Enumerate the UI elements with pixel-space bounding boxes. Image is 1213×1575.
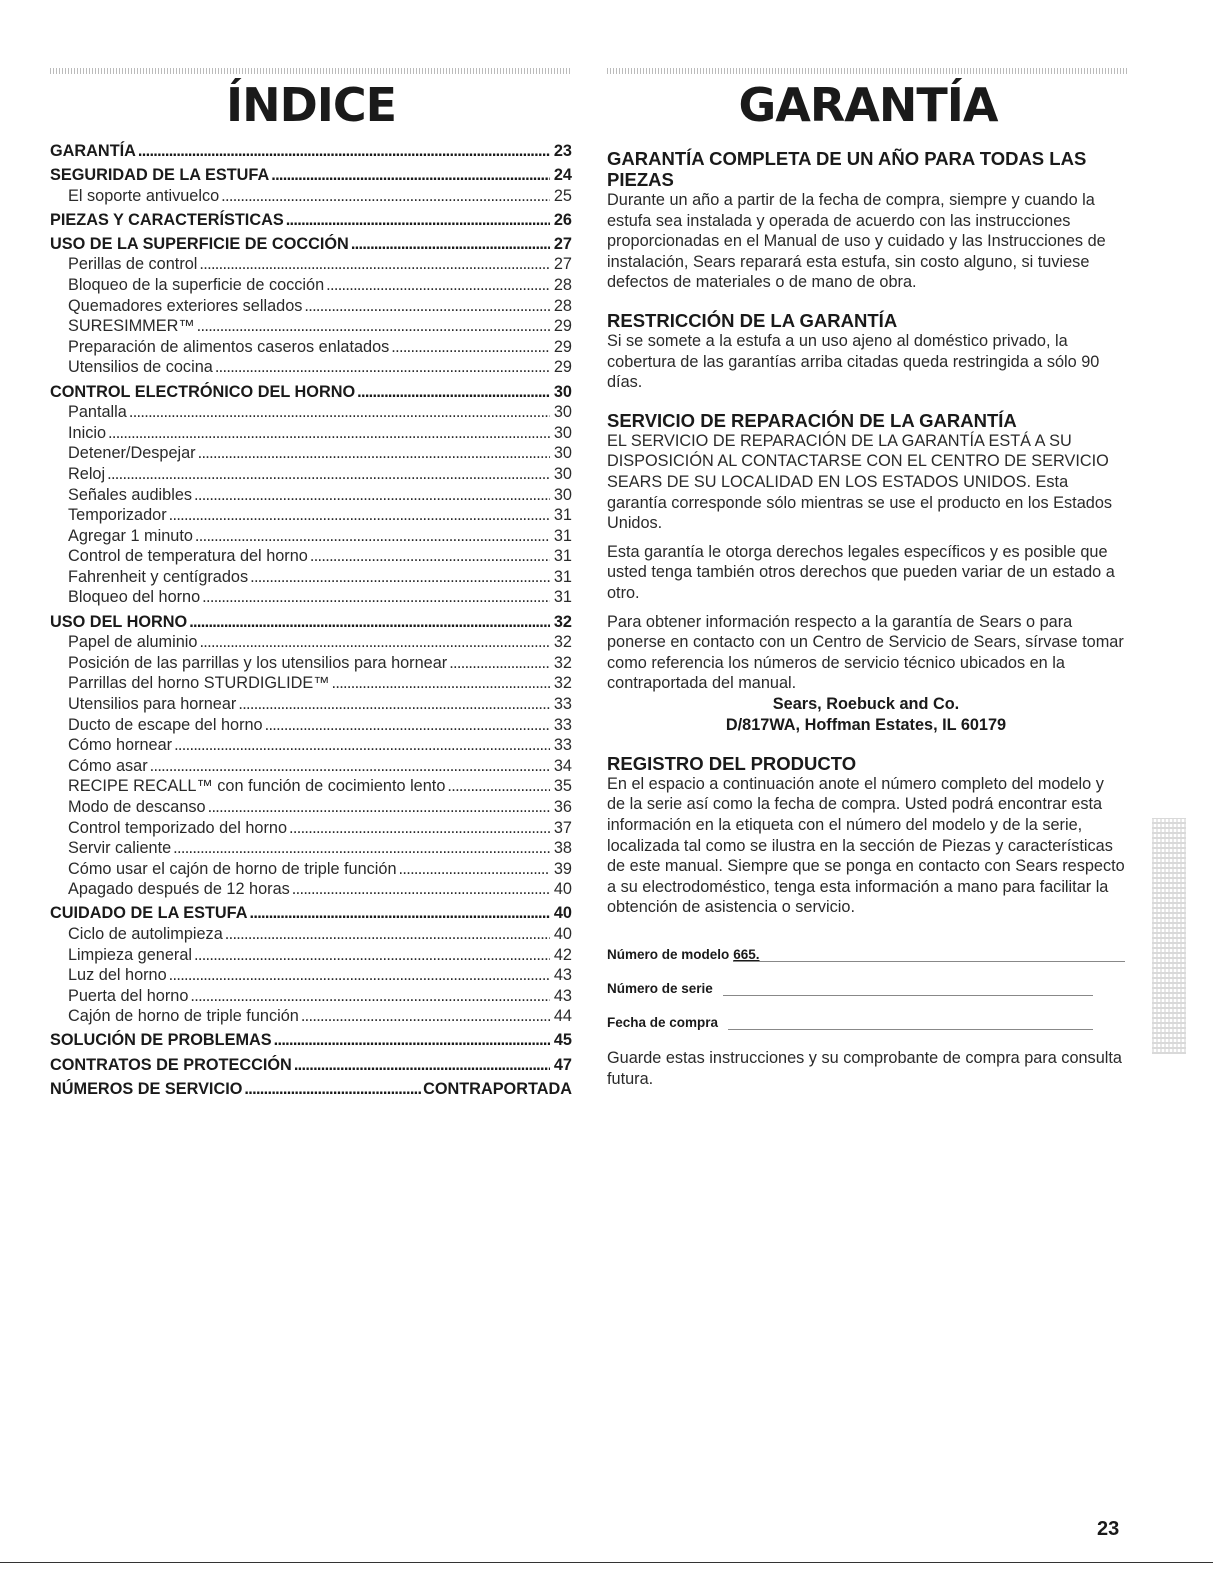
toc-section-row[interactable] <box>50 1030 572 1051</box>
toc-page-number: 31 <box>553 547 572 566</box>
toc-label: Bloqueo de la superficie de cocción <box>68 276 325 295</box>
toc-leader-dots <box>357 382 550 403</box>
toc-leader-dots <box>310 546 550 567</box>
toc-leader-dots <box>449 653 550 674</box>
registry-text: En el espacio a continuación anote el número completo del modelo y de la serie así como la fecha de compra. Usted podrá encontrar esta información en la etiqueta con el número del modelo y de la serie, localizada tal como se ilustra en la sección de Piezas y características de este manual. Siempre que se ponga en contacto con Sears respecto a su electrodoméstico, tenga esta información a mano para facilitar la obtención de asistencia o servicio. <box>607 774 1125 917</box>
toc-label: GARANTÍA <box>50 142 136 160</box>
toc-label: Bloqueo del horno <box>68 588 201 607</box>
toc-page-number: 32 <box>553 612 572 631</box>
toc-page-number: 36 <box>553 797 572 816</box>
toc-page-number: 33 <box>553 694 572 713</box>
toc-label: CUIDADO DE LA ESTUFA <box>50 904 248 923</box>
toc-label: CONTROL ELECTRÓNICO DEL HORNO <box>50 382 356 401</box>
toc-page-number: 25 <box>553 186 572 205</box>
toc-page-number: 30 <box>553 382 572 401</box>
toc-leader-dots <box>289 818 550 839</box>
toc-entry-row[interactable] <box>50 337 572 358</box>
toc-entry-row[interactable] <box>50 756 572 777</box>
toc-entry-row[interactable] <box>50 735 572 756</box>
toc-leader-dots <box>351 234 550 255</box>
toc-section-row[interactable] <box>50 234 572 255</box>
toc-leader-dots <box>199 254 550 275</box>
toc-leader-dots <box>108 423 550 444</box>
toc-entry-row[interactable] <box>50 653 572 674</box>
toc-entry-row[interactable] <box>50 485 572 506</box>
toc-label: Luz del horno <box>68 966 167 985</box>
toc-leader-dots <box>292 879 550 900</box>
purchase-date-field[interactable] <box>607 1008 1093 1030</box>
toc-entry-row[interactable] <box>50 715 572 736</box>
toc-page-number: 30 <box>553 464 572 483</box>
toc-leader-dots <box>221 186 550 207</box>
page-number: 23 <box>1097 1518 1120 1540</box>
toc-label: Utensilios para hornear <box>68 694 237 713</box>
toc-entry-row[interactable] <box>50 838 572 859</box>
toc-page-number: 43 <box>553 986 572 1005</box>
toc-label: USO DEL HORNO <box>50 612 188 631</box>
service-heading: SERVICIO DE REPARACIÓN DE LA GARANTÍA <box>607 409 1017 431</box>
serial-number-field[interactable] <box>607 974 1093 996</box>
address-line-1: Sears, Roebuck and Co. <box>772 694 960 713</box>
toc-page-number: 28 <box>553 276 572 295</box>
toc-entry-row[interactable] <box>50 673 572 694</box>
toc-label: RECIPE RECALL™ con función de cocimiento lento <box>68 777 446 796</box>
toc-page-number: 33 <box>553 736 572 755</box>
toc-label: Cómo hornear <box>68 736 173 755</box>
bottom-rule <box>0 1562 1213 1563</box>
toc-label: SURESIMMER™ <box>68 317 195 336</box>
toc-leader-dots <box>304 296 550 317</box>
toc-page-number: 31 <box>553 526 572 545</box>
toc-leader-dots <box>189 612 550 633</box>
toc-entry-row[interactable] <box>50 402 572 423</box>
toc-label: Señales audibles <box>68 485 193 504</box>
toc-page-number: 24 <box>553 166 572 185</box>
toc-leader-dots <box>190 986 550 1007</box>
restriction-text: Si se somete a la estufa a un uso ajeno al doméstico privado, la cobertura de las garantías arriba citadas queda restringida a sólo 90 días. <box>607 331 1100 392</box>
toc-label: Puerta del horno <box>68 986 189 1005</box>
serial-number-line[interactable] <box>723 981 1093 996</box>
toc-page-number: 38 <box>553 839 572 858</box>
toc-label: Posición de las parrillas y los utensilios para hornear <box>68 653 448 672</box>
toc-page-number: 37 <box>553 818 572 837</box>
toc-leader-dots <box>225 924 550 945</box>
toc-page-number: 27 <box>553 234 572 253</box>
toc-entry-row[interactable] <box>50 1006 572 1027</box>
toc-leader-dots <box>194 945 550 966</box>
toc-leader-dots <box>138 141 550 162</box>
toc-leader-dots <box>129 402 550 423</box>
toc-page-number: 35 <box>553 777 572 796</box>
toc-label: El soporte antivuelco <box>68 186 220 205</box>
toc-section-row[interactable] <box>50 141 572 162</box>
toc-label: CONTRATOS DE PROTECCIÓN <box>50 1055 292 1074</box>
toc-entry-row[interactable] <box>50 357 572 378</box>
toc-entry-row[interactable] <box>50 254 572 275</box>
toc-label: Servir caliente <box>68 839 172 858</box>
model-prefix: 665. <box>733 947 760 963</box>
toc-section-row[interactable] <box>50 903 572 924</box>
toc-entry-row[interactable] <box>50 859 572 880</box>
toc-leader-dots <box>301 1006 550 1027</box>
model-number-line[interactable] <box>733 947 1125 962</box>
toc-leader-dots <box>107 464 550 485</box>
toc-page-number: 31 <box>553 506 572 525</box>
toc-leader-dots <box>294 1055 550 1076</box>
toc-page-number: 31 <box>553 588 572 607</box>
warranty-column <box>607 148 1125 1089</box>
toc-entry-row[interactable] <box>50 776 572 797</box>
side-edge-mark <box>1152 818 1186 1054</box>
toc-label: Ciclo de autolimpieza <box>68 924 223 943</box>
toc-leader-dots <box>208 797 550 818</box>
restriction-heading: RESTRICCIÓN DE LA GARANTÍA <box>607 309 898 331</box>
toc-entry-row[interactable] <box>50 924 572 945</box>
toc-page-number: 43 <box>553 966 572 985</box>
toc-label: NÚMEROS DE SERVICIO <box>50 1079 243 1098</box>
toc-page-number: 30 <box>553 423 572 442</box>
toc-page-number: 33 <box>553 715 572 734</box>
full-warranty-text: Durante un año a partir de la fecha de compra, siempre y cuando la estufa sea instalada y operada de acuerdo con las instrucciones proporcionadas en el Manual de uso y cuidado y las Instrucciones de instalación, Sears reparará esta estufa, sin costo alguno, si tuviese defectos de materiales o de mano de obra. <box>607 191 1106 292</box>
toc-leader-dots <box>238 694 550 715</box>
toc-page-number: 23 <box>553 142 572 160</box>
service-text-3: Para obtener información respecto a la garantía de Sears o para ponerse en contacto con un Centro de Servicio de Sears, sírvase tomar como referencia los números de servicio técnico ubicados en la contraportada del manual. <box>607 612 1124 693</box>
left-top-rule <box>50 68 572 74</box>
toc-leader-dots <box>174 735 550 756</box>
toc-page-number: 28 <box>553 296 572 315</box>
toc-label: Perillas de control <box>68 255 198 274</box>
right-top-rule <box>607 68 1129 74</box>
toc-label: Limpieza general <box>68 945 192 964</box>
toc-page-number: 40 <box>553 904 572 923</box>
toc-page-number: 32 <box>553 633 572 652</box>
toc-entry-row[interactable] <box>50 423 572 444</box>
toc-label: Preparación de alimentos caseros enlatados <box>68 337 390 356</box>
toc-page-number: 29 <box>553 358 572 377</box>
toc-leader-dots <box>194 485 550 506</box>
toc-label: Cómo asar <box>68 756 148 775</box>
toc-leader-dots <box>391 337 550 358</box>
warranty-title: GARANTÍA <box>738 78 998 132</box>
toc-label: Pantalla <box>68 403 127 422</box>
toc-entry-row[interactable] <box>50 316 572 337</box>
toc-page-number: 31 <box>553 567 572 586</box>
toc-entry-row[interactable] <box>50 546 572 567</box>
toc-page-number: 27 <box>553 255 572 274</box>
toc-entry-row[interactable] <box>50 464 572 485</box>
toc-section-row[interactable] <box>50 165 572 186</box>
toc-page-number: 29 <box>553 317 572 336</box>
registry-heading: REGISTRO DEL PRODUCTO <box>607 752 857 774</box>
toc-page-number: 29 <box>553 337 572 356</box>
table-of-contents <box>50 141 572 1099</box>
toc-leader-dots <box>271 165 550 186</box>
toc-section-row[interactable] <box>50 382 572 403</box>
purchase-date-label: Fecha de compra <box>607 1015 719 1031</box>
toc-label: Detener/Despejar <box>68 444 196 463</box>
toc-entry-row[interactable] <box>50 965 572 986</box>
toc-label: Control temporizado del horno <box>68 818 288 837</box>
toc-label: Inicio <box>68 423 107 442</box>
toc-entry-row[interactable] <box>50 567 572 588</box>
toc-page-number: 39 <box>553 859 572 878</box>
toc-leader-dots <box>169 965 550 986</box>
toc-leader-dots <box>198 443 550 464</box>
toc-page-number: 40 <box>553 880 572 899</box>
toc-label: Utensilios de cocina <box>68 358 213 377</box>
toc-entry-row[interactable] <box>50 296 572 317</box>
toc-label: Fahrenheit y centígrados <box>68 567 249 586</box>
toc-label: Parrillas del horno STURDIGLIDE™ <box>68 674 330 693</box>
toc-leader-dots <box>250 567 550 588</box>
toc-leader-dots <box>150 756 550 777</box>
toc-section-row[interactable] <box>50 612 572 633</box>
toc-entry-row[interactable] <box>50 275 572 296</box>
toc-entry-row[interactable] <box>50 632 572 653</box>
toc-leader-dots <box>173 838 550 859</box>
toc-entry-row[interactable] <box>50 526 572 547</box>
toc-page-number: 26 <box>553 210 572 229</box>
service-text-1: EL SERVICIO DE REPARACIÓN DE LA GARANTÍA ESTÁ A SU DISPOSICIÓN AL CONTACTARSE CON EL CENTRO DE SERVICIO SEARS DE SU LOCALIDAD EN LOS ESTADOS UNIDOS. Esta garantía corresponde sólo mientras se use el producto en los Estados Unidos. <box>607 431 1113 533</box>
toc-entry-row[interactable] <box>50 443 572 464</box>
toc-label: Quemadores exteriores sellados <box>68 296 303 315</box>
model-number-field[interactable] <box>607 940 1125 962</box>
toc-page-number: 30 <box>553 444 572 463</box>
full-warranty-heading: GARANTÍA COMPLETA DE UN AÑO PARA TODAS LAS PIEZAS <box>607 148 1087 190</box>
closing-text: Guarde estas instrucciones y su comprobante de compra para consulta futura. <box>607 1049 1122 1088</box>
toc-label: SEGURIDAD DE LA ESTUFA <box>50 166 270 185</box>
toc-page-number: 45 <box>553 1031 572 1050</box>
toc-section-row[interactable] <box>50 1055 572 1076</box>
toc-entry-row[interactable] <box>50 818 572 839</box>
toc-page-number: 32 <box>553 653 572 672</box>
address-line-2: D/817WA, Hoffman Estates, IL 60179 <box>725 715 1007 734</box>
toc-label: Control de temperatura del horno <box>68 547 308 566</box>
toc-page-number: CONTRAPORTADA <box>423 1079 572 1098</box>
toc-leader-dots <box>326 275 550 296</box>
toc-label: Ducto de escape del horno <box>68 715 263 734</box>
toc-section-row[interactable] <box>50 210 572 231</box>
toc-leader-dots <box>332 673 551 694</box>
serial-number-label: Número de serie <box>607 981 713 997</box>
toc-entry-row[interactable] <box>50 945 572 966</box>
toc-entry-row[interactable] <box>50 879 572 900</box>
toc-label: Agregar 1 minuto <box>68 526 193 545</box>
toc-entry-row[interactable] <box>50 186 572 207</box>
toc-label: Apagado después de 12 horas <box>68 880 290 899</box>
toc-leader-dots <box>244 1079 421 1100</box>
toc-leader-dots <box>215 357 550 378</box>
toc-leader-dots <box>447 776 550 797</box>
toc-label: Reloj <box>68 464 106 483</box>
toc-leader-dots <box>199 632 550 653</box>
toc-label: Cómo usar el cajón de horno de triple función <box>68 859 397 878</box>
toc-page-number: 40 <box>553 924 572 943</box>
model-number-label: Número de modelo <box>607 947 730 963</box>
toc-page-number: 44 <box>553 1007 572 1026</box>
toc-label: Temporizador <box>68 506 167 525</box>
toc-leader-dots <box>197 316 550 337</box>
toc-entry-row[interactable] <box>50 694 572 715</box>
toc-leader-dots <box>265 715 550 736</box>
service-text-2: Esta garantía le otorga derechos legales específicos y es posible que usted tenga también otros derechos que pueden variar de un estado a otro. <box>607 542 1115 602</box>
toc-entry-row[interactable] <box>50 505 572 526</box>
toc-leader-dots <box>399 859 550 880</box>
toc-page-number: 30 <box>553 403 572 422</box>
toc-page-number: 30 <box>553 485 572 504</box>
toc-label: Modo de descanso <box>68 797 206 816</box>
toc-leader-dots <box>195 526 550 547</box>
purchase-date-line[interactable] <box>728 1015 1093 1030</box>
toc-leader-dots <box>274 1030 550 1051</box>
toc-section-row[interactable] <box>50 1079 572 1100</box>
toc-label: USO DE LA SUPERFICIE DE COCCIÓN <box>50 234 349 253</box>
toc-page-number: 34 <box>553 756 572 775</box>
toc-label: PIEZAS Y CARACTERÍSTICAS <box>50 210 284 229</box>
toc-page-number: 47 <box>553 1055 572 1074</box>
toc-label: Cajón de horno de triple función <box>68 1007 299 1026</box>
toc-entry-row[interactable] <box>50 986 572 1007</box>
index-title: ÍNDICE <box>225 78 397 132</box>
toc-label: Papel de aluminio <box>68 633 198 652</box>
toc-page-number: 32 <box>553 674 572 693</box>
toc-page-number: 42 <box>553 945 572 964</box>
toc-label: SOLUCIÓN DE PROBLEMAS <box>50 1031 272 1050</box>
toc-leader-dots <box>169 505 550 526</box>
toc-leader-dots <box>286 210 550 231</box>
toc-leader-dots <box>202 587 550 608</box>
toc-leader-dots <box>250 903 551 924</box>
toc-entry-row[interactable] <box>50 587 572 608</box>
toc-entry-row[interactable] <box>50 797 572 818</box>
